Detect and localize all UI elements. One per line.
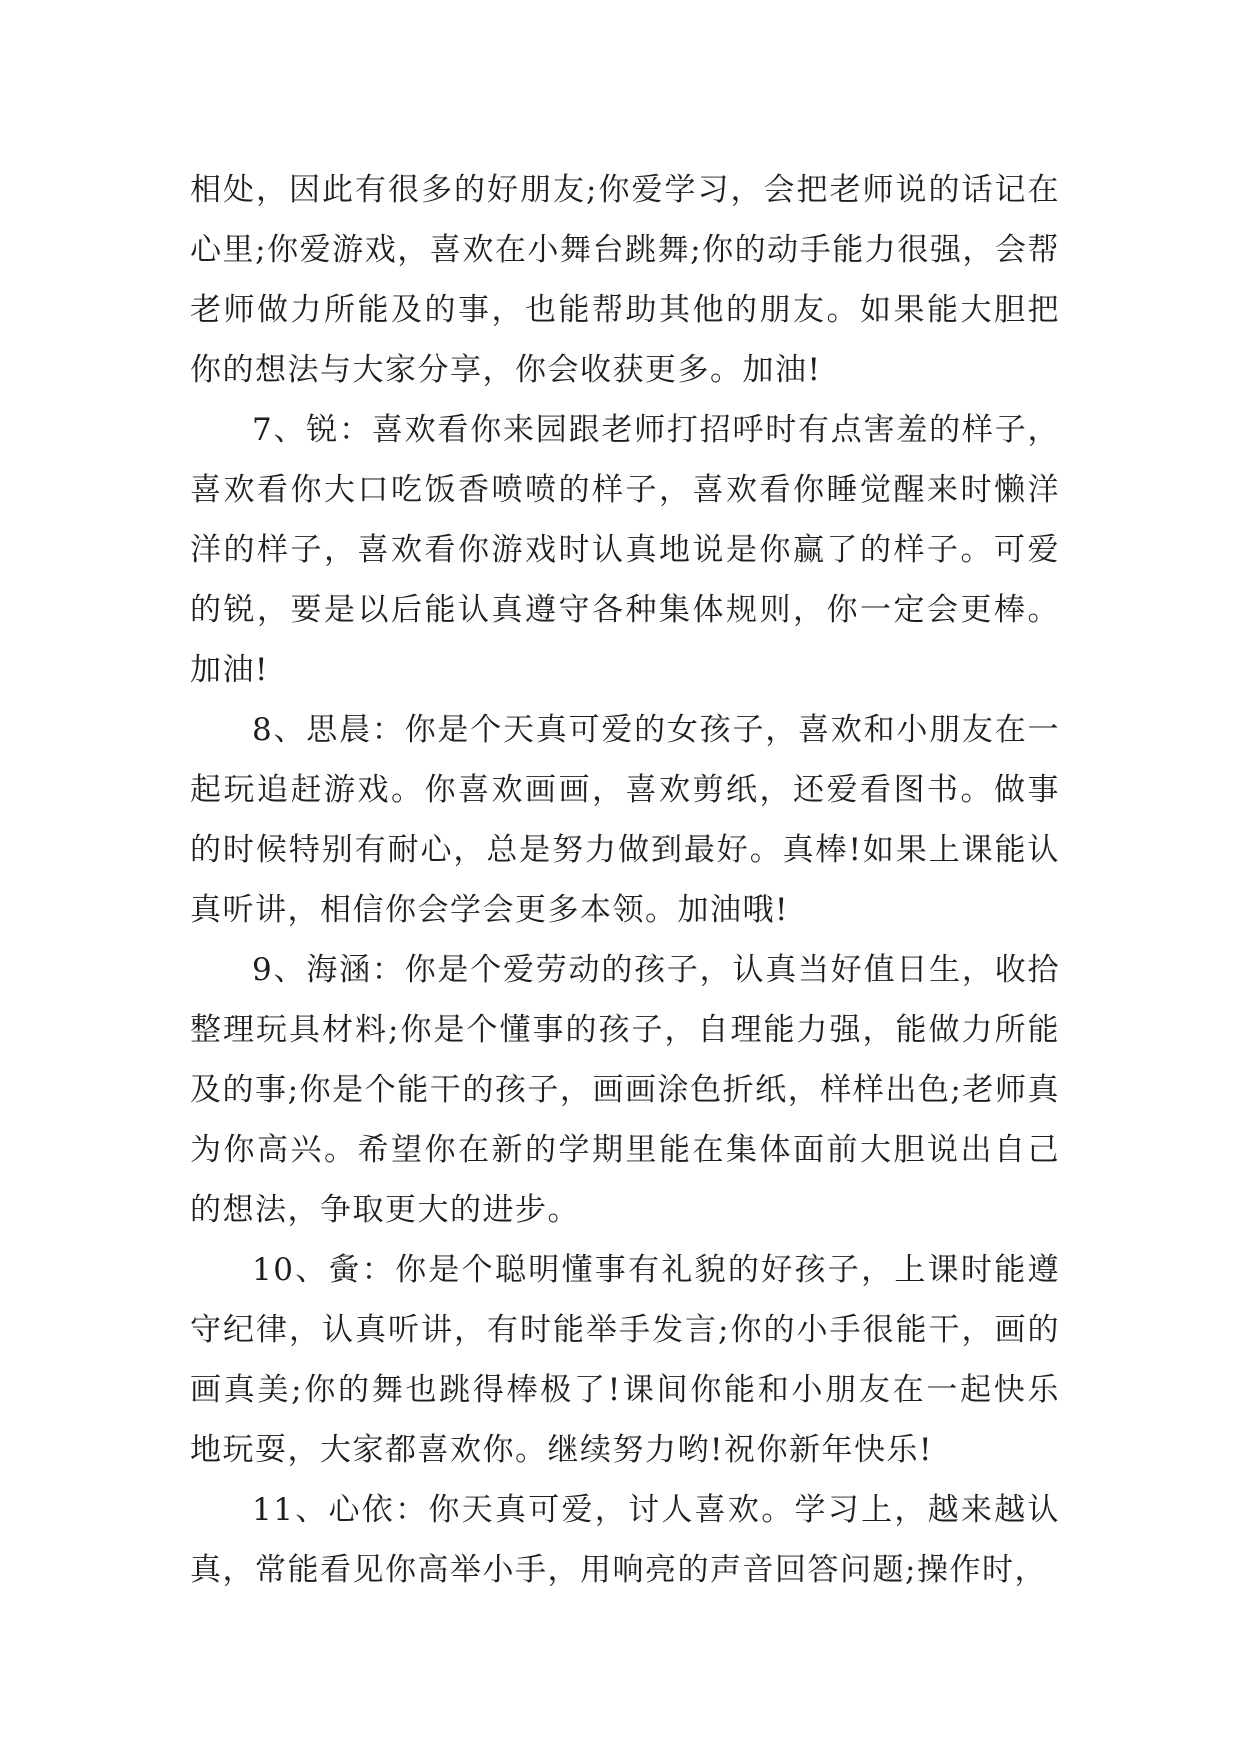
paragraph-comment-11: 11、心依：你天真可爱，讨人喜欢。学习上，越来越认真，常能看见你高举小手，用响亮的声音回答问题;操作时， (190, 1492, 1060, 1588)
document-body (190, 160, 1060, 1600)
paragraph-continuation: 相处，因此有很多的好朋友;你爱学习，会把老师说的话记在心里;你爱游戏，喜欢在小舞台跳舞;你的动手能力很强，会帮老师做力所能及的事，也能帮助其他的朋友。如果能大胆把你的想法与大家分享，你会收获更多。加油! (190, 172, 1060, 388)
paragraph-comment-10: 10、夤：你是个聪明懂事有礼貌的好孩子，上课时能遵守纪律，认真听讲，有时能举手发言;你的小手很能干，画的画真美;你的舞也跳得棒极了!课间你能和小朋友在一起快乐地玩耍，大家都喜欢你。继续努力哟!祝你新年快乐! (190, 1252, 1060, 1468)
paragraph-comment-7: 7、锐：喜欢看你来园跟老师打招呼时有点害羞的样子，喜欢看你大口吃饭香喷喷的样子，喜欢看你睡觉醒来时懒洋洋的样子，喜欢看你游戏时认真地说是你赢了的样子。可爱的锐，要是以后能认真遵守各种集体规则，你一定会更棒。加油! (190, 412, 1060, 688)
paragraph-comment-8: 8、思晨：你是个天真可爱的女孩子，喜欢和小朋友在一起玩追赶游戏。你喜欢画画，喜欢剪纸，还爱看图书。做事的时候特别有耐心，总是努力做到最好。真棒!如果上课能认真听讲，相信你会学会更多本领。加油哦! (190, 712, 1060, 928)
paragraph-comment-9: 9、海涵：你是个爱劳动的孩子，认真当好值日生，收拾整理玩具材料;你是个懂事的孩子，自理能力强，能做力所能及的事;你是个能干的孩子，画画涂色折纸，样样出色;老师真为你高兴。希望你在新的学期里能在集体面前大胆说出自己的想法，争取更大的进步。 (190, 952, 1060, 1228)
